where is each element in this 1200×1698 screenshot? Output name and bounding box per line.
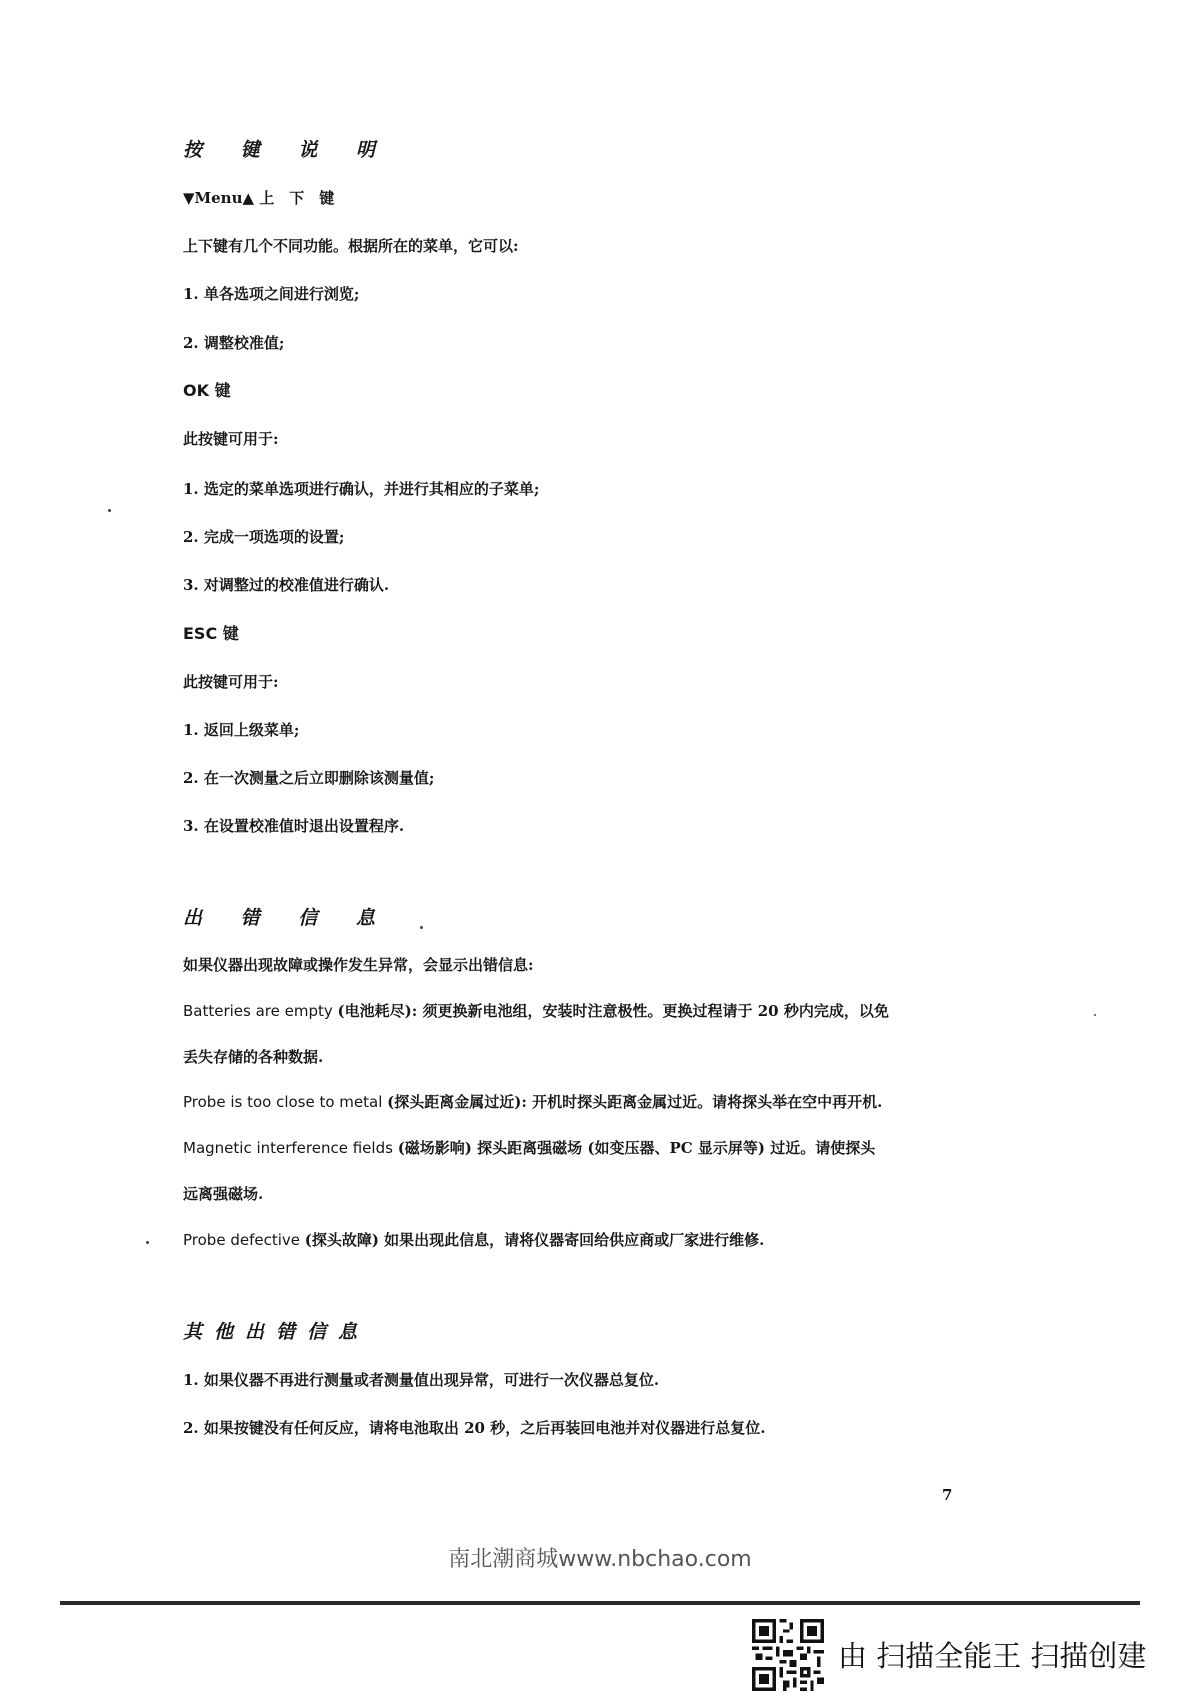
esc-key-description: 此按键可用于:: [183, 673, 279, 691]
ok-key-description: 此按键可用于:: [183, 430, 279, 448]
list-item: 2. 完成一项选项的设置;: [183, 528, 345, 546]
error-magnetic: [183, 1138, 875, 1158]
list-item: 3. 在设置校准值时退出设置程序.: [183, 817, 405, 835]
list-item: 1. 返回上级菜单;: [183, 721, 300, 739]
scan-speck: [420, 926, 423, 929]
list-item: 2. 如果按键没有任何反应，请将电池取出 20 秒，之后再装回电池并对仪器进行总复位.: [183, 1419, 766, 1437]
error-metal-text: (探头距离金属过近): 开机时探头距离金属过近。请将探头举在空中再开机.: [387, 1093, 883, 1111]
ok-key-heading: OK 键: [183, 381, 231, 400]
scan-speck: [108, 509, 111, 512]
error-magnetic-continued: 远离强磁场.: [183, 1185, 264, 1203]
updown-key-description: 上下键有几个不同功能。根据所在的菜单，它可以:: [183, 237, 519, 255]
errors-section-title: 出 错 信 息: [183, 907, 391, 929]
scan-speck: [146, 1241, 149, 1244]
watermark: 南北潮商城www.nbchao.com: [448, 1547, 752, 1572]
error-magnetic-label: Magnetic interference fields: [183, 1139, 393, 1157]
keys-section-title: 按 键 说 明: [183, 139, 391, 161]
footer-divider: [60, 1601, 1140, 1605]
error-battery-label: Batteries are empty: [183, 1002, 333, 1020]
list-item: 2. 调整校准值;: [183, 334, 285, 352]
list-item: 1. 单各选项之间进行浏览;: [183, 285, 360, 303]
error-metal-label: Probe is too close to metal: [183, 1093, 383, 1111]
list-item: 1. 如果仪器不再进行测量或者测量值出现异常，可进行一次仪器总复位.: [183, 1371, 660, 1389]
error-defective: [183, 1230, 764, 1250]
scan-speck: [1094, 1014, 1096, 1016]
esc-key-heading: ESC 键: [183, 624, 239, 643]
error-battery: [183, 1001, 889, 1021]
list-item: 1. 选定的菜单选项进行确认，并进行其相应的子菜单;: [183, 480, 540, 498]
page-number: 7: [942, 1486, 953, 1504]
scanner-credit: 由 扫描全能王 扫描创建: [838, 1639, 1147, 1673]
error-battery-continued: 丢失存储的各种数据.: [183, 1048, 324, 1066]
error-defective-label: Probe defective: [183, 1231, 300, 1249]
qr-code-icon: [752, 1619, 824, 1691]
error-defective-text: (探头故障) 如果出现此信息，请将仪器寄回给供应商或厂家进行维修.: [304, 1231, 765, 1249]
list-item: 3. 对调整过的校准值进行确认.: [183, 576, 390, 594]
error-magnetic-text: (磁场影响) 探头距离强磁场 (如变压器、PC 显示屏等) 过近。请使探头: [397, 1139, 876, 1157]
other-errors-section-title: 其他出错信息: [183, 1321, 370, 1343]
errors-intro: 如果仪器出现故障或操作发生异常，会显示出错信息:: [183, 956, 534, 974]
updown-key-heading: ▼Menu▲ 上 下 键: [183, 189, 335, 207]
error-metal: [183, 1092, 882, 1112]
list-item: 2. 在一次测量之后立即删除该测量值;: [183, 769, 435, 787]
error-battery-text: (电池耗尽): 须更换新电池组，安装时注意极性。更换过程请于 20 秒内完成，以免: [337, 1002, 889, 1020]
